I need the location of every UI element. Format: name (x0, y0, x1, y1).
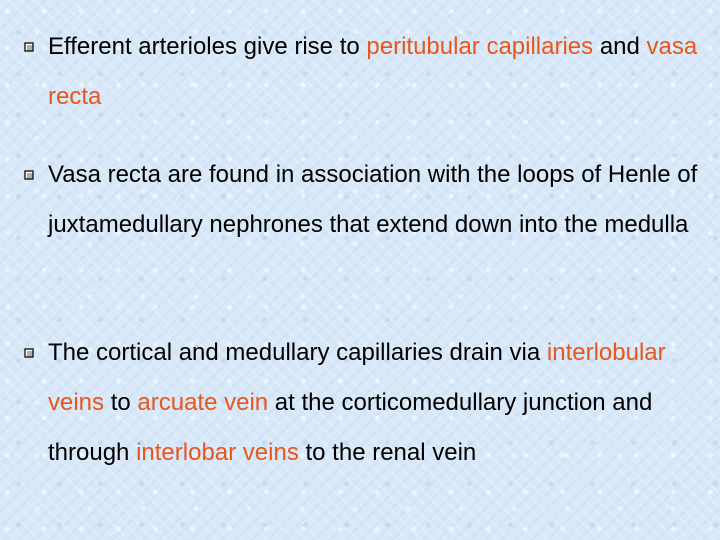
term-interlobar-veins: interlobar veins (136, 439, 299, 466)
square-bullet-icon (24, 170, 34, 180)
text-segment: and (593, 33, 647, 60)
term-arcuate-vein: arcuate vein (137, 389, 269, 416)
bullet-text (48, 150, 704, 250)
text-segment: Vasa recta are found in association with the loops of Henle of juxtamedullary nephrones that extend down into the medulla (48, 161, 698, 238)
text-segment: at the corticomedullary junction and through (48, 389, 653, 466)
bullet-item-efferent-arterioles (24, 22, 704, 122)
square-bullet-icon (24, 348, 34, 358)
text-segment: to the renal vein (298, 439, 477, 466)
bullet-item-capillary-drainage (24, 328, 704, 478)
term-interlobular-veins: interlobular veins (48, 339, 666, 416)
bullet-text (48, 328, 704, 478)
bullet-item-vasa-recta (24, 150, 704, 250)
text-segment: to (104, 389, 138, 416)
square-bullet-icon (24, 42, 34, 52)
bullet-text (48, 22, 704, 122)
term-peritubular-capillaries: peritubular capillaries (366, 33, 594, 60)
term-vasa-recta: vasa recta (48, 33, 698, 110)
text-segment: Efferent arterioles give rise to (48, 33, 367, 60)
text-segment: The cortical and medullary capillaries drain via (48, 339, 547, 366)
